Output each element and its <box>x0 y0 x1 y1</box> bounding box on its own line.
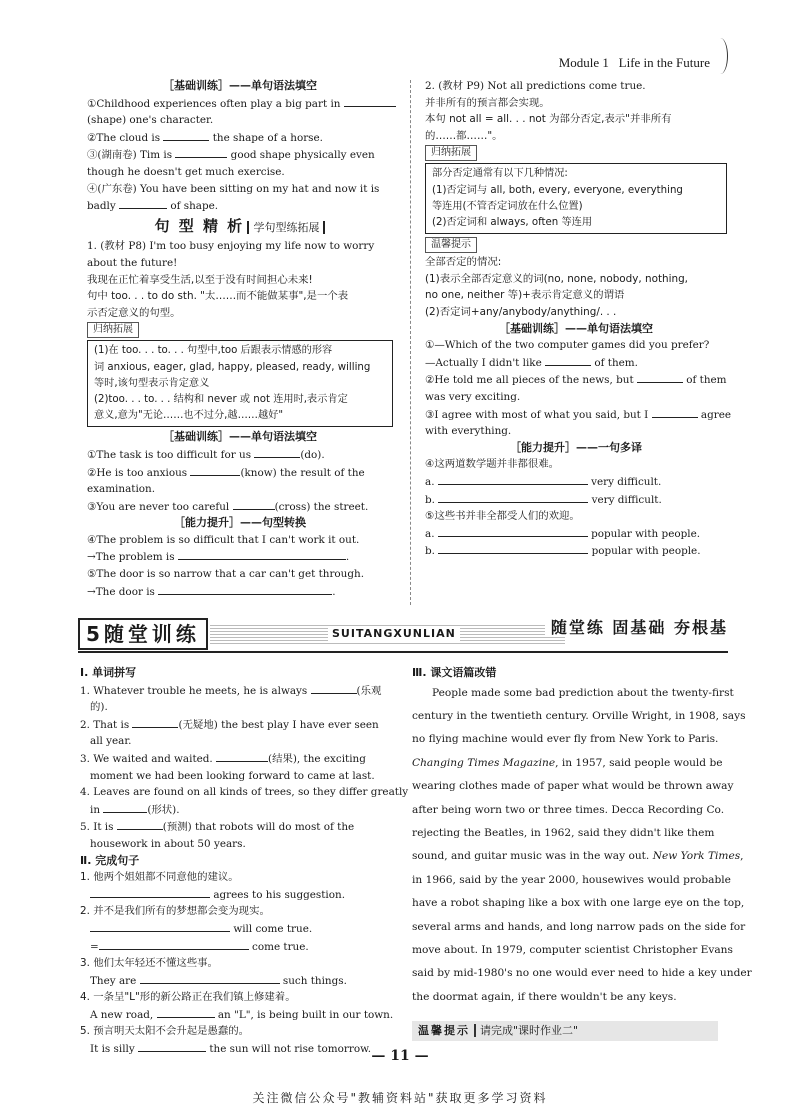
tip-line: no one, neither 等)+表示肯定意义的谓语 <box>425 289 625 302</box>
drill-line: though he doesn't get much exercise. <box>87 165 285 178</box>
exercise-left <box>80 665 409 1058</box>
passage-line: the doormat again, if there wouldn't be any keys. <box>412 990 677 1003</box>
drill-line: ①—Which of the two computer games did you prefer? <box>425 339 710 352</box>
passage-line: in 1966, said by the year 2000, housewives would probable <box>412 873 731 886</box>
pattern-line: about the future! <box>87 256 178 269</box>
answer-blank[interactable] <box>254 446 300 458</box>
summary-box <box>425 163 727 234</box>
pattern-line: 句中 too. . . to do sth. "太……而不能做某事",是一个表 <box>87 290 349 303</box>
answer-blank[interactable] <box>438 542 588 554</box>
drill-line: ④The problem is so difficult that I can't work it out. <box>87 533 360 546</box>
answer-blank[interactable] <box>103 801 147 813</box>
section-heading: Ⅲ. 课文语篇改错 <box>412 666 497 679</box>
tip-text: 请完成"课时作业二" <box>480 1024 579 1037</box>
answer-blank[interactable] <box>175 146 227 158</box>
passage-line: wearing clothes made of paper what would be thrown away <box>412 780 734 793</box>
page-number: — 11 — <box>371 1048 429 1064</box>
answer-blank[interactable] <box>140 972 280 984</box>
section-number-title: 5随堂训练 <box>78 618 208 650</box>
column-divider <box>410 80 411 605</box>
drill-line: with everything. <box>425 425 512 438</box>
drill-line: →The door is . <box>87 583 393 601</box>
basic-drill-title: ［基础训练］——单句语法填空 <box>163 79 317 92</box>
basic-drill-title: ［基础训练］——单句语法填空 <box>163 430 317 444</box>
exercise-line: A new road, an "L", is being built in our town. <box>80 1006 390 1024</box>
exercise-line: 3. We waited and waited. (结果), the exciting <box>80 750 390 768</box>
section-pinyin: SUITANGXUNLIAN <box>328 626 460 643</box>
module-label: Module 1 <box>558 55 609 70</box>
section-slogan: 随堂练 固基础 夯根基 <box>545 620 728 637</box>
box-line: (2)too. . . to. . . 结构和 never 或 not 连用时,表示肯定 <box>94 393 348 405</box>
answer-blank[interactable] <box>163 129 209 141</box>
drill-line: ②He told me all pieces of the news, but of them <box>425 371 727 389</box>
pattern-line: 2. (教材 P9) Not all predictions come true. <box>425 80 646 92</box>
answer-blank[interactable] <box>157 1006 215 1018</box>
running-header <box>559 55 710 72</box>
tip-line: (1)表示全部否定意义的词(no, none, nobody, nothing, <box>425 272 688 285</box>
drill-line: ①The task is too difficult for us (do). <box>87 446 393 464</box>
module-title: Life in the Future <box>618 55 710 70</box>
pattern-line: 并非所有的预言都会实现。 <box>425 96 550 109</box>
summary-tag: 归纳拓展 <box>87 322 139 338</box>
passage-line: move about. In 1979, computer scientist Christopher Evans <box>412 944 733 957</box>
drill-line: →The problem is . <box>87 548 393 566</box>
exercise-line: 5. It is (预测) that robots will do most of the <box>80 818 390 836</box>
drill-line: examination. <box>87 483 156 496</box>
tip-label: 温馨提示 <box>418 1024 476 1037</box>
homework-tip-bar <box>412 1021 718 1041</box>
answer-blank[interactable] <box>438 491 588 503</box>
right-column <box>425 78 732 560</box>
passage-line: no flying machine would ever fly from New York to Paris. <box>412 733 719 746</box>
drill-line: a. popular with people. <box>425 525 727 543</box>
answer-blank[interactable] <box>90 920 230 932</box>
answer-blank[interactable] <box>438 525 588 537</box>
passage-line: sound, and guitar music was in the way out. New York Times, <box>412 850 744 863</box>
answer-blank[interactable] <box>652 406 698 418</box>
pattern-line: 我现在正忙着享受生活,以至于没有时间担心未来! <box>87 273 313 286</box>
passage-line: have a robot shaping like a box with one large eye on the top, <box>412 897 745 910</box>
box-line: 等连用(不管否定词放在什么位置) <box>432 200 583 212</box>
exercise-line: It is silly the sun will not rise tomorrow. <box>80 1040 390 1058</box>
pattern-subtitle: 学句型练拓展 <box>247 221 325 234</box>
exercise-line: moment we had been looking forward to came at last. <box>90 769 375 782</box>
passage-line: rejecting the Beatles, in 1962, said they didn't like them <box>412 827 715 840</box>
drill-line: ④(广东卷) You have been sitting on my hat and now it is <box>87 182 380 195</box>
answer-blank[interactable] <box>438 473 588 485</box>
passage-line: People made some bad prediction about the twenty-first <box>432 686 734 699</box>
drill-line: ②The cloud is the shape of a horse. <box>87 129 393 147</box>
exercise-prompt: 2. 并不是我们所有的梦想都会变为现实。 <box>80 905 270 918</box>
answer-blank[interactable] <box>637 371 683 383</box>
exercise-prompt: 1. 他两个姐姐都不同意他的建议。 <box>80 871 239 884</box>
exercise-line: 2. That is (无疑地) the best play I have ever seen <box>80 716 390 734</box>
ability-title: ［能力提升］——句型转换 <box>174 516 306 530</box>
drill-line: badly of shape. <box>87 197 393 215</box>
drill-line: ③You are never too careful (cross) the street. <box>87 498 393 516</box>
pattern-line: 示否定意义的句型。 <box>87 306 181 319</box>
answer-blank[interactable] <box>190 464 240 476</box>
answer-blank[interactable] <box>545 354 591 366</box>
exercise-line: will come true. <box>80 920 390 938</box>
exercise-line: = come true. <box>80 938 390 956</box>
exercise-line: housework in about 50 years. <box>90 837 246 850</box>
pattern-line: 1. (教材 P8) I'm too busy enjoying my life now to worry <box>87 240 375 253</box>
box-line: 部分否定通常有以下几种情况: <box>432 168 568 180</box>
exercise-line: They are such things. <box>80 972 390 990</box>
footer-note: 关注微信公众号"教辅资料站"获取更多学习资料 <box>252 1091 548 1105</box>
drill-line: (shape) one's character. <box>87 114 214 127</box>
translate-prompt: ④这两道数学题并非都很难。 <box>425 458 560 471</box>
answer-blank[interactable] <box>233 498 275 510</box>
exercise-prompt: 4. 一条呈"L"形的新公路正在我们镇上修建着。 <box>80 991 296 1004</box>
exercise-right <box>412 665 752 1009</box>
section-heading: Ⅰ. 单词拼写 <box>80 666 137 679</box>
header-curl-decoration <box>713 38 728 74</box>
drill-line: ①Childhood experiences often play a big part in <box>87 95 393 113</box>
exercise-line: in (形状). <box>80 801 390 819</box>
pattern-line: 本句 not all = all. . . not 为部分否定,表示"并非所有 <box>425 113 672 126</box>
exercise-line: agrees to his suggestion. <box>80 886 390 904</box>
answer-blank[interactable] <box>178 548 346 560</box>
passage-line: after being worn two or three times. Decca Recording Co. <box>412 803 725 816</box>
pattern-title: 句 型 精 析 <box>154 216 245 235</box>
passage-line: said by mid-1980's no one would ever need to hide a key under <box>412 967 752 980</box>
answer-blank[interactable] <box>216 750 268 762</box>
pattern-heading <box>87 218 393 237</box>
answer-blank[interactable] <box>117 818 163 830</box>
drill-line: —Actually I didn't like of them. <box>425 354 727 372</box>
tip-line: 全部否定的情况: <box>425 256 502 269</box>
passage-line: Changing Times Magazine, in 1957, said people would be <box>412 756 723 769</box>
tip-line: (2)否定词+any/anybody/anything/. . . <box>425 305 617 318</box>
warm-tip-tag: 温馨提示 <box>425 237 477 253</box>
drill-line: was very exciting. <box>425 390 521 403</box>
answer-blank[interactable] <box>99 938 249 950</box>
box-line: 等时,该句型表示肯定意义 <box>94 377 210 389</box>
error-correction-passage <box>412 682 752 1010</box>
box-line: (1)在 too. . . to. . . 句型中,too 后跟表示情感的形容 <box>94 345 333 357</box>
basic-drill-title: ［基础训练］——单句语法填空 <box>499 321 653 335</box>
summary-tag: 归纳拓展 <box>425 145 477 161</box>
drill-line: ③(湖南卷) Tim is good shape physically even <box>87 146 393 164</box>
answer-blank[interactable] <box>90 886 210 898</box>
exercise-line: 的). <box>90 701 108 714</box>
section-band <box>78 618 728 650</box>
answer-blank[interactable] <box>119 197 167 209</box>
answer-blank[interactable] <box>158 583 332 595</box>
passage-line: several arms and hands, and long narrow pads on the side for <box>412 920 746 933</box>
drill-line: a. very difficult. <box>425 473 727 491</box>
passage-line: century in the twentieth century. Orville Wright, in 1908, says <box>412 710 746 722</box>
drill-line: ⑤The door is so narrow that a car can't get through. <box>87 568 365 581</box>
translate-prompt: ⑤这些书并非全都受人们的欢迎。 <box>425 510 580 523</box>
answer-blank[interactable] <box>311 682 357 694</box>
exercise-line: 1. Whatever trouble he meets, he is always (乐观 <box>80 682 390 700</box>
box-line: 意义,意为"无论……也不过分,越……越好" <box>94 410 284 422</box>
drill-line: b. popular with people. <box>425 542 727 560</box>
ability-title: ［能力提升］——一句多译 <box>510 440 642 454</box>
box-line: (1)否定词与 all, both, every, everyone, everything <box>432 184 683 196</box>
answer-blank[interactable] <box>344 95 396 107</box>
band-rule <box>78 651 728 653</box>
section-heading: Ⅱ. 完成句子 <box>80 853 140 867</box>
pattern-line: 的……都……"。 <box>425 129 503 142</box>
answer-blank[interactable] <box>132 716 178 728</box>
drill-line: b. very difficult. <box>425 491 727 509</box>
exercise-prompt: 5. 预言明天太阳不会升起是愚蠢的。 <box>80 1025 250 1038</box>
box-line: (2)否定词和 always, often 等连用 <box>432 216 593 228</box>
drill-line: ②He is too anxious (know) the result of the <box>87 464 393 482</box>
left-column <box>87 78 393 600</box>
drill-line: ③I agree with most of what you said, but I agree <box>425 406 727 424</box>
summary-box <box>87 340 393 427</box>
box-line: 词 anxious, eager, glad, happy, pleased, ready, willing <box>94 361 371 373</box>
exercise-line: 4. Leaves are found on all kinds of trees, so they differ greatly <box>80 786 409 799</box>
exercise-prompt: 3. 他们太年轻还不懂这些事。 <box>80 957 218 970</box>
exercise-line: all year. <box>90 735 132 748</box>
